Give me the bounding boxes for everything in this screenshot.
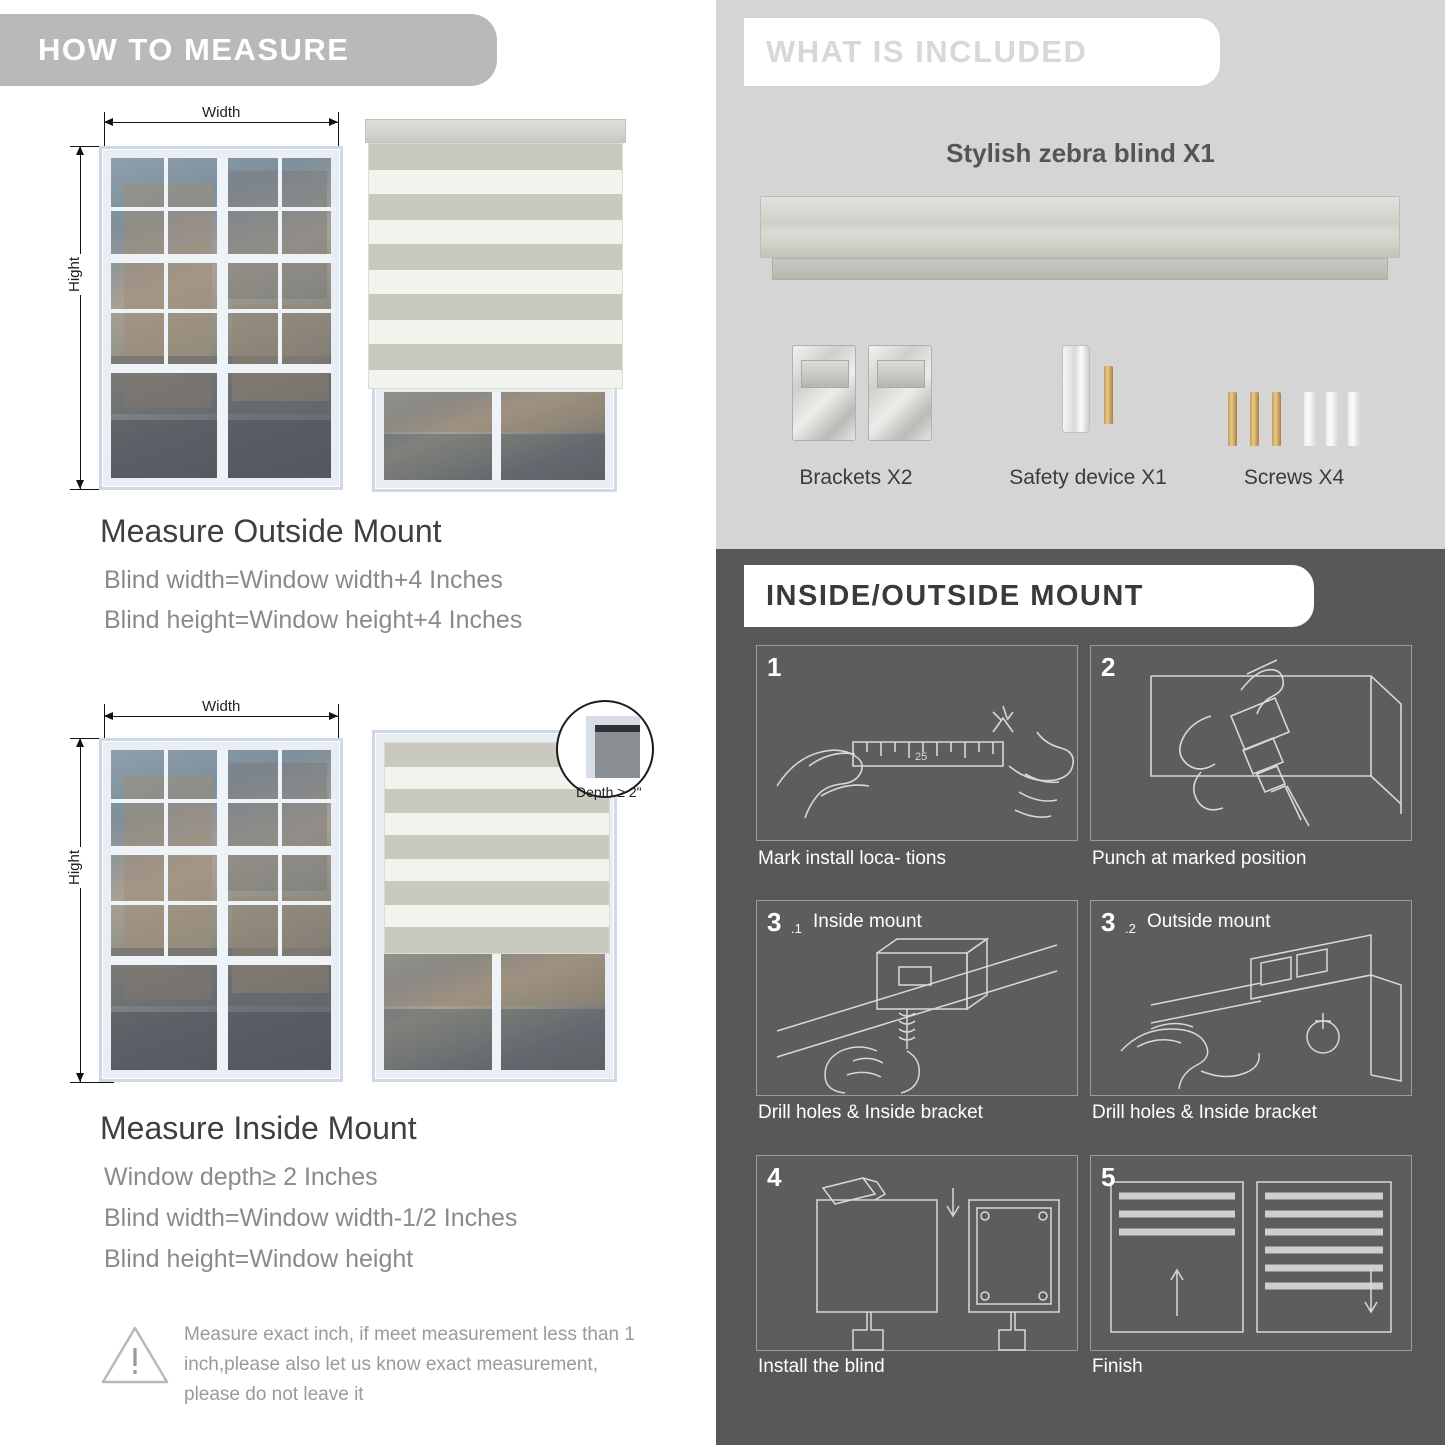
safety-screw-part — [1104, 366, 1113, 424]
outside-line-2: Blind height=Window height+4 Inches — [104, 606, 523, 634]
zebra-blind-outside — [368, 143, 623, 389]
screw-part-2 — [1250, 392, 1259, 446]
step-2-box — [1090, 645, 1412, 841]
step-3-1-box — [756, 900, 1078, 1096]
mount-banner: INSIDE/OUTSIDE MOUNT — [744, 565, 1314, 627]
inside-width-label: Width — [198, 698, 244, 715]
how-to-measure-panel — [0, 0, 712, 1445]
step-2-number: 2 — [1101, 652, 1116, 682]
step-3-2-box — [1090, 900, 1412, 1096]
inside-mount-diagram — [0, 596, 712, 1096]
bracket-part-1 — [792, 345, 856, 441]
outside-mount-title: Measure Outside Mount — [100, 513, 442, 549]
step-4-box — [756, 1155, 1078, 1351]
inside-line-2: Blind width=Window width-1/2 Inches — [104, 1204, 518, 1232]
whats-included-banner: WHAT IS INCLUDED — [744, 18, 1220, 86]
bracket-part-2 — [868, 345, 932, 441]
step-1-caption: Mark install loca- tions — [758, 848, 946, 869]
inside-height-tick-bottom — [70, 1082, 114, 1083]
step-4-illustration — [757, 1156, 1079, 1352]
included-product-title: Stylish zebra blind X1 — [946, 138, 1215, 168]
step-1-box — [756, 645, 1078, 841]
screws-label: Screws X4 — [1243, 466, 1345, 489]
warning-icon — [100, 1324, 170, 1386]
inside-line-1: Window depth≥ 2 Inches — [104, 1163, 378, 1191]
anchor-part-2 — [1326, 392, 1338, 446]
screw-part-3 — [1272, 392, 1281, 446]
safety-device-part — [1062, 345, 1090, 433]
step-3-2-number: 3 — [1101, 907, 1116, 937]
inside-mount-title: Measure Inside Mount — [100, 1110, 417, 1146]
inside-height-arrow — [80, 738, 81, 1082]
safety-device-label: Safety device X1 — [1009, 466, 1167, 489]
step-4-caption: Install the blind — [758, 1356, 885, 1377]
how-to-measure-banner: HOW TO MEASURE — [0, 14, 497, 86]
svg-text:25: 25 — [915, 751, 928, 763]
step-3-2-sub: .2 — [1125, 921, 1136, 936]
headrail-lip — [772, 258, 1388, 280]
window-frame-inside — [99, 738, 343, 1082]
inside-height-label: Hight — [66, 847, 83, 888]
anchor-part-1 — [1304, 392, 1316, 446]
window-frame-with-blind — [372, 380, 617, 492]
step-4-number: 4 — [767, 1162, 782, 1192]
step-3-1-number: 3 — [767, 907, 782, 937]
step-5-caption: Finish — [1092, 1356, 1143, 1377]
step-1-number: 1 — [767, 652, 782, 682]
blind-headrail-outside — [365, 119, 626, 143]
outside-line-1: Blind width=Window width+4 Inches — [104, 566, 503, 594]
step-3-1-caption: Drill holes & Inside bracket — [758, 1102, 983, 1123]
step-2-caption: Punch at marked position — [1092, 848, 1307, 869]
width-arrow — [104, 122, 338, 123]
depth-label: Depth ≥ 2" — [576, 784, 642, 800]
outside-mount-diagram — [0, 0, 712, 500]
window-frame — [99, 146, 343, 490]
brackets-label: Brackets X2 — [799, 466, 913, 489]
measure-note-text: Measure exact inch, if meet measurement less than 1 inch,please also let us know exact measurement, please do not leave it — [184, 1324, 635, 1405]
headrail-illustration — [760, 196, 1400, 258]
step-5-illustration — [1091, 1156, 1413, 1352]
inside-width-arrow — [104, 716, 338, 717]
step-5-number: 5 — [1101, 1162, 1116, 1192]
height-arrow — [80, 146, 81, 489]
screw-part-1 — [1228, 392, 1237, 446]
step-3-1-inline-label: Inside mount — [813, 911, 922, 932]
outside-width-label: Width — [198, 104, 244, 121]
step-1-illustration — [757, 646, 1079, 842]
step-2-illustration — [1091, 646, 1413, 842]
step-5-box — [1090, 1155, 1412, 1351]
step-3-2-caption: Drill holes & Inside bracket — [1092, 1102, 1317, 1123]
inside-line-3: Blind height=Window height — [104, 1245, 414, 1273]
anchor-part-3 — [1348, 392, 1360, 446]
outside-height-label: Hight — [66, 254, 83, 295]
step-3-1-sub: .1 — [791, 921, 802, 936]
step-3-2-inline-label: Outside mount — [1147, 911, 1271, 932]
